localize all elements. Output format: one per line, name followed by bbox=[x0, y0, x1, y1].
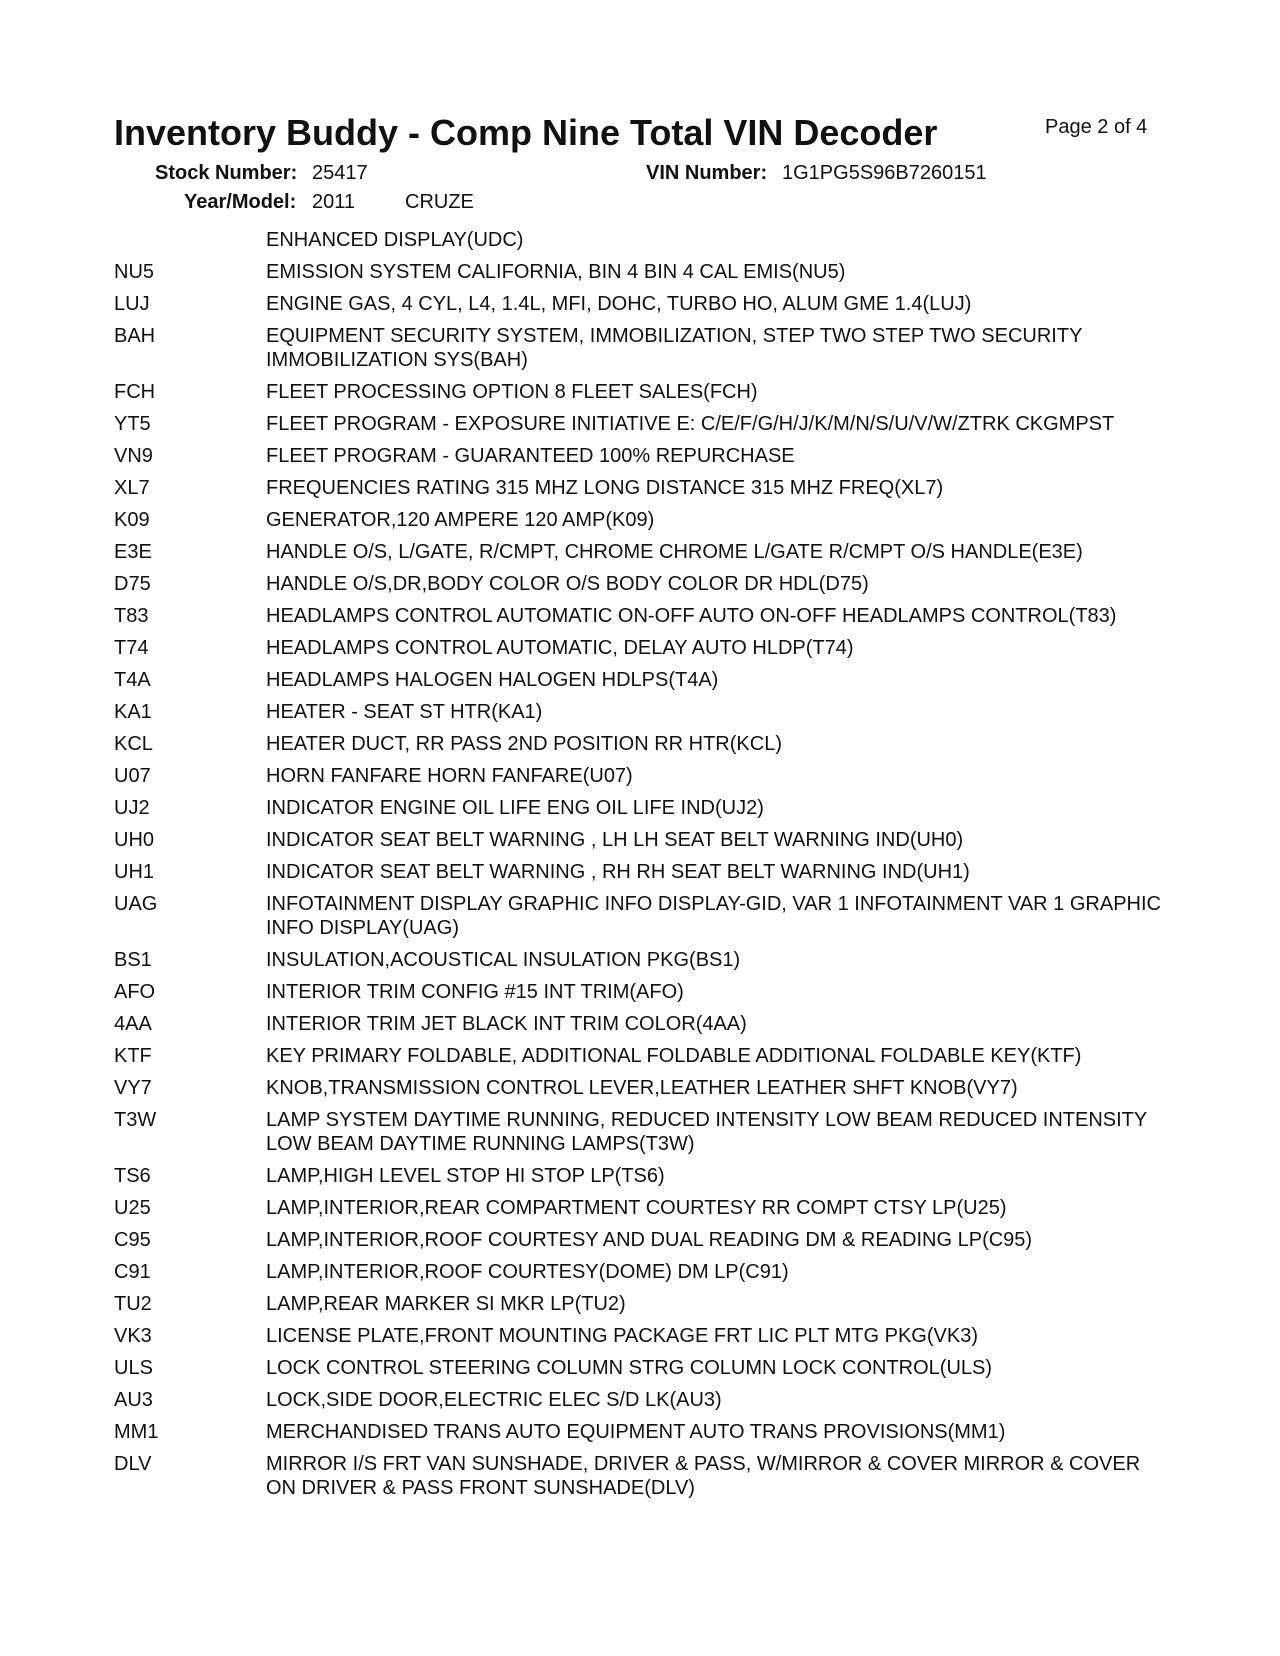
option-row bbox=[114, 828, 1174, 852]
option-row bbox=[114, 796, 1174, 820]
option-code: FCH bbox=[114, 381, 156, 403]
option-row bbox=[114, 412, 1174, 436]
option-description: ENGINE GAS, 4 CYL, L4, 1.4L, MFI, DOHC, TURBO HO, ALUM GME 1.4(LUJ) bbox=[266, 293, 972, 315]
option-row bbox=[114, 948, 1174, 972]
option-code: YT5 bbox=[114, 413, 151, 435]
option-row bbox=[114, 572, 1174, 596]
option-row bbox=[114, 260, 1174, 284]
option-description: HORN FANFARE HORN FANFARE(U07) bbox=[266, 765, 633, 787]
option-description: HEADLAMPS HALOGEN HALOGEN HDLPS(T4A) bbox=[266, 669, 719, 691]
option-row bbox=[114, 668, 1174, 692]
option-description: INSULATION,ACOUSTICAL INSULATION PKG(BS1) bbox=[266, 949, 741, 971]
option-row bbox=[114, 1228, 1174, 1252]
option-description: HANDLE O/S, L/GATE, R/CMPT, CHROME CHROME L/GATE R/CMPT O/S HANDLE(E3E) bbox=[266, 541, 1083, 563]
option-row bbox=[114, 700, 1174, 724]
option-row bbox=[114, 444, 1174, 468]
option-code: 4AA bbox=[114, 1013, 152, 1035]
option-description: KEY PRIMARY FOLDABLE, ADDITIONAL FOLDABLE ADDITIONAL FOLDABLE KEY(KTF) bbox=[266, 1045, 1082, 1067]
option-description: HEATER DUCT, RR PASS 2ND POSITION RR HTR(KCL) bbox=[266, 733, 782, 755]
option-row bbox=[114, 1012, 1174, 1036]
option-code: UJ2 bbox=[114, 797, 150, 819]
option-description: MIRROR I/S FRT VAN SUNSHADE, DRIVER & PASS, W/MIRROR & COVER MIRROR & COVER ON DRIVER & PASS FRONT SUNSHADE(DLV) bbox=[266, 1453, 1141, 1499]
option-code: AU3 bbox=[114, 1389, 153, 1411]
option-description: INDICATOR SEAT BELT WARNING , RH RH SEAT BELT WARNING IND(UH1) bbox=[266, 861, 970, 883]
option-description: LAMP,INTERIOR,ROOF COURTESY AND DUAL READING DM & READING LP(C95) bbox=[266, 1229, 1033, 1251]
option-description: LICENSE PLATE,FRONT MOUNTING PACKAGE FRT LIC PLT MTG PKG(VK3) bbox=[266, 1325, 978, 1347]
option-description: FLEET PROGRAM - EXPOSURE INITIATIVE E: C/E/F/G/H/J/K/M/N/S/U/V/W/ZTRK CKGMPST bbox=[266, 413, 1115, 435]
option-row bbox=[114, 1388, 1174, 1412]
option-row bbox=[114, 508, 1174, 532]
year-value: 2011 bbox=[312, 191, 356, 213]
option-code: T3W bbox=[114, 1109, 157, 1131]
option-code: KCL bbox=[114, 733, 153, 755]
option-row bbox=[114, 540, 1174, 564]
option-code: MM1 bbox=[114, 1421, 159, 1443]
option-row bbox=[114, 636, 1174, 660]
option-row bbox=[114, 324, 1174, 372]
option-code: VN9 bbox=[114, 445, 153, 467]
option-description: LOCK CONTROL STEERING COLUMN STRG COLUMN LOCK CONTROL(ULS) bbox=[266, 1357, 993, 1379]
option-row bbox=[114, 1108, 1174, 1156]
option-row bbox=[114, 1196, 1174, 1220]
option-row bbox=[114, 732, 1174, 756]
option-code: C91 bbox=[114, 1261, 151, 1283]
option-description: FLEET PROGRAM - GUARANTEED 100% REPURCHASE bbox=[266, 445, 795, 467]
option-description: INDICATOR ENGINE OIL LIFE ENG OIL LIFE IND(UJ2) bbox=[266, 797, 764, 819]
option-code: NU5 bbox=[114, 261, 155, 283]
option-description: HEATER - SEAT ST HTR(KA1) bbox=[266, 701, 543, 723]
option-code: XL7 bbox=[114, 477, 150, 499]
option-description: INTERIOR TRIM CONFIG #15 INT TRIM(AFO) bbox=[266, 981, 684, 1003]
option-row bbox=[114, 476, 1174, 500]
option-code: E3E bbox=[114, 541, 152, 563]
option-description: FREQUENCIES RATING 315 MHZ LONG DISTANCE 315 MHZ FREQ(XL7) bbox=[266, 477, 944, 499]
year-model-label: Year/Model: bbox=[184, 191, 297, 213]
stock-number-value: 25417 bbox=[312, 162, 368, 184]
option-row bbox=[114, 380, 1174, 404]
option-description: INFOTAINMENT DISPLAY GRAPHIC INFO DISPLAY-GID, VAR 1 INFOTAINMENT VAR 1 GRAPHIC INFO DISPLAY(UAG) bbox=[266, 893, 1161, 939]
stock-number-label: Stock Number: bbox=[155, 162, 298, 184]
option-code: VK3 bbox=[114, 1325, 152, 1347]
option-list bbox=[114, 228, 1174, 1508]
option-description: HANDLE O/S,DR,BODY COLOR O/S BODY COLOR DR HDL(D75) bbox=[266, 573, 869, 595]
option-row bbox=[114, 1076, 1174, 1100]
option-row bbox=[114, 1452, 1174, 1500]
option-description: GENERATOR,120 AMPERE 120 AMP(K09) bbox=[266, 509, 655, 531]
option-row bbox=[114, 1356, 1174, 1380]
option-row bbox=[114, 860, 1174, 884]
option-code: TU2 bbox=[114, 1293, 152, 1315]
option-code: BAH bbox=[114, 325, 156, 347]
option-code: LUJ bbox=[114, 293, 150, 315]
option-row bbox=[114, 604, 1174, 628]
option-code: UH1 bbox=[114, 861, 155, 883]
option-row bbox=[114, 980, 1174, 1004]
option-description: LAMP,HIGH LEVEL STOP HI STOP LP(TS6) bbox=[266, 1165, 665, 1187]
option-code: AFO bbox=[114, 981, 156, 1003]
option-description: ENHANCED DISPLAY(UDC) bbox=[266, 229, 524, 251]
page-number: Page 2 of 4 bbox=[1045, 116, 1148, 138]
option-description: EQUIPMENT SECURITY SYSTEM, IMMOBILIZATION, STEP TWO STEP TWO SECURITY IMMOBILIZATION SYS(BAH) bbox=[266, 325, 1083, 371]
option-description: LAMP,INTERIOR,ROOF COURTESY(DOME) DM LP(C91) bbox=[266, 1261, 789, 1283]
option-code: T4A bbox=[114, 669, 151, 691]
option-description: KNOB,TRANSMISSION CONTROL LEVER,LEATHER LEATHER SHFT KNOB(VY7) bbox=[266, 1077, 1018, 1099]
option-code: T74 bbox=[114, 637, 149, 659]
option-code: KA1 bbox=[114, 701, 152, 723]
option-description: EMISSION SYSTEM CALIFORNIA, BIN 4 BIN 4 CAL EMIS(NU5) bbox=[266, 261, 846, 283]
option-code: UAG bbox=[114, 893, 158, 915]
model-value: CRUZE bbox=[405, 191, 474, 213]
option-row bbox=[114, 764, 1174, 788]
option-description: INTERIOR TRIM JET BLACK INT TRIM COLOR(4AA) bbox=[266, 1013, 747, 1035]
option-description: LAMP SYSTEM DAYTIME RUNNING, REDUCED INTENSITY LOW BEAM REDUCED INTENSITY LOW BEAM DAYTIME RUNNING LAMPS(T3W) bbox=[266, 1109, 1147, 1155]
vin-number-label: VIN Number: bbox=[646, 162, 768, 184]
option-description: FLEET PROCESSING OPTION 8 FLEET SALES(FCH) bbox=[266, 381, 758, 403]
option-description: INDICATOR SEAT BELT WARNING , LH LH SEAT BELT WARNING IND(UH0) bbox=[266, 829, 964, 851]
option-description: HEADLAMPS CONTROL AUTOMATIC, DELAY AUTO HLDP(T74) bbox=[266, 637, 854, 659]
document-title: Inventory Buddy - Comp Nine Total VIN Decoder bbox=[114, 112, 938, 153]
option-description: LAMP,REAR MARKER SI MKR LP(TU2) bbox=[266, 1293, 626, 1315]
option-row bbox=[114, 1044, 1174, 1068]
option-description: MERCHANDISED TRANS AUTO EQUIPMENT AUTO TRANS PROVISIONS(MM1) bbox=[266, 1421, 1006, 1443]
option-description: LOCK,SIDE DOOR,ELECTRIC ELEC S/D LK(AU3) bbox=[266, 1389, 722, 1411]
option-row bbox=[114, 292, 1174, 316]
option-code: T83 bbox=[114, 605, 149, 627]
option-code: KTF bbox=[114, 1045, 152, 1067]
option-code: D75 bbox=[114, 573, 151, 595]
option-row bbox=[114, 1420, 1174, 1444]
option-description: HEADLAMPS CONTROL AUTOMATIC ON-OFF AUTO ON-OFF HEADLAMPS CONTROL(T83) bbox=[266, 605, 1117, 627]
option-code: ULS bbox=[114, 1357, 153, 1379]
option-code: C95 bbox=[114, 1229, 151, 1251]
option-row bbox=[114, 1324, 1174, 1348]
option-code: DLV bbox=[114, 1453, 152, 1475]
option-code: VY7 bbox=[114, 1077, 152, 1099]
option-description: LAMP,INTERIOR,REAR COMPARTMENT COURTESY RR COMPT CTSY LP(U25) bbox=[266, 1197, 1007, 1219]
option-row bbox=[114, 892, 1174, 940]
option-row bbox=[114, 1164, 1174, 1188]
option-code: UH0 bbox=[114, 829, 155, 851]
option-code: U25 bbox=[114, 1197, 151, 1219]
option-code: U07 bbox=[114, 765, 151, 787]
option-code: K09 bbox=[114, 509, 150, 531]
option-row bbox=[114, 1260, 1174, 1284]
option-code: BS1 bbox=[114, 949, 152, 971]
vin-number-value: 1G1PG5S96B7260151 bbox=[782, 162, 987, 184]
option-row bbox=[114, 1292, 1174, 1316]
option-code: TS6 bbox=[114, 1165, 151, 1187]
option-row bbox=[114, 228, 1174, 252]
